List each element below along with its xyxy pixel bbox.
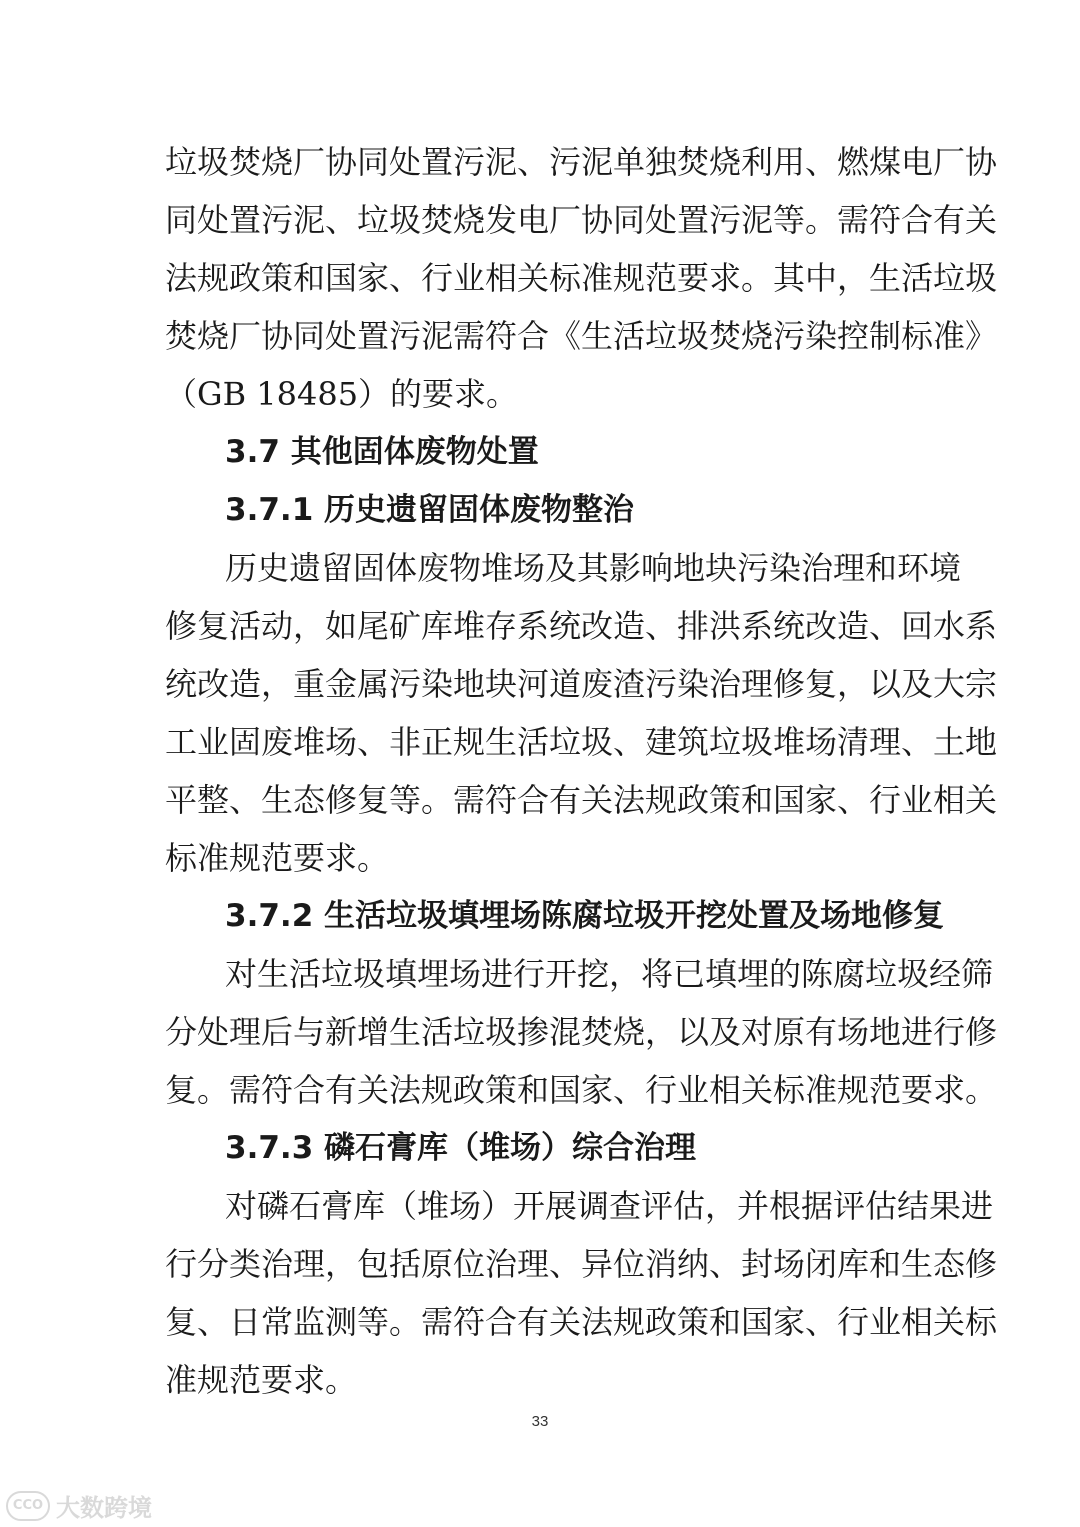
paragraph-line: 复、日常监测等。需符合有关法规政策和国家、行业相关标	[165, 1303, 998, 1341]
paragraph-line: 标准规范要求。	[165, 839, 390, 877]
paragraph-line: 焚烧厂协同处置污泥需符合《生活垃圾焚烧污染控制标准》	[165, 317, 998, 355]
paragraph-line: 垃圾焚烧厂协同处置污泥、污泥单独焚烧利用、燃煤电厂协	[165, 143, 998, 181]
section-heading-3-7-3: 3.7.3 磷石膏库（堆场）综合治理	[225, 1130, 697, 1166]
section-heading-3-7: 3.7 其他固体废物处置	[225, 434, 539, 470]
paragraph-line: 工业固废堆场、非正规生活垃圾、建筑垃圾堆场清理、土地	[165, 723, 998, 761]
section-heading-3-7-1: 3.7.1 历史遗留固体废物整治	[225, 492, 635, 528]
watermark	[6, 1488, 152, 1523]
watermark-text: 大数跨境	[56, 1494, 152, 1522]
paragraph-line: 分处理后与新增生活垃圾掺混焚烧，以及对原有场地进行修	[165, 1013, 998, 1051]
paragraph-line: 准规范要求。	[165, 1361, 358, 1399]
watermark-logo-icon: CCO	[6, 1491, 50, 1521]
paragraph-line: 复。需符合有关法规政策和国家、行业相关标准规范要求。	[165, 1071, 998, 1109]
paragraph-line: 同处置污泥、垃圾焚烧发电厂协同处置污泥等。需符合有关	[165, 201, 998, 239]
paragraph-line: 对生活垃圾填埋场进行开挖，将已填埋的陈腐垃圾经筛	[225, 955, 994, 993]
paragraph-line: 修复活动，如尾矿库堆存系统改造、排洪系统改造、回水系	[165, 607, 998, 645]
paragraph-line: 法规政策和国家、行业相关标准规范要求。其中，生活垃圾	[165, 259, 998, 297]
section-heading-3-7-2: 3.7.2 生活垃圾填埋场陈腐垃圾开挖处置及场地修复	[225, 898, 945, 934]
paragraph-line: 行分类治理，包括原位治理、异位消纳、封场闭库和生态修	[165, 1245, 998, 1283]
paragraph-line: （GB 18485）的要求。	[165, 375, 519, 413]
paragraph-line: 历史遗留固体废物堆场及其影响地块污染治理和环境	[225, 549, 962, 587]
paragraph-line: 统改造，重金属污染地块河道废渣污染治理修复，以及大宗	[165, 665, 998, 703]
paragraph-line: 对磷石膏库（堆场）开展调查评估，并根据评估结果进	[225, 1187, 994, 1225]
page-number: 33	[531, 1413, 549, 1430]
paragraph-line: 平整、生态修复等。需符合有关法规政策和国家、行业相关	[165, 781, 998, 819]
